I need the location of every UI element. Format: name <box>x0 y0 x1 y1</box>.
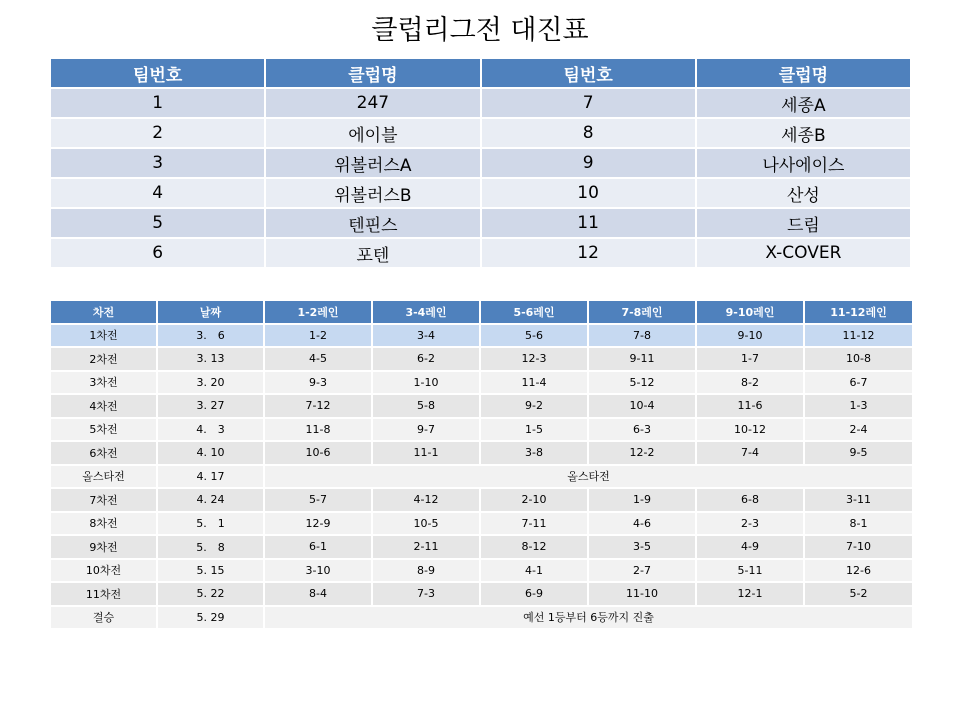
match-cell: 6-2 <box>372 347 480 371</box>
match-cell: 7-3 <box>372 582 480 606</box>
match-cell: 12-9 <box>264 512 372 536</box>
round-cell: 10차전 <box>50 559 157 583</box>
header-cell: 팀번호 <box>481 58 696 88</box>
match-cell: 4-9 <box>696 535 804 559</box>
round-cell: 7차전 <box>50 488 157 512</box>
club-name-cell: 드림 <box>696 208 911 238</box>
header-cell: 팀번호 <box>50 58 265 88</box>
match-cell: 4-6 <box>588 512 696 536</box>
club-name-cell: 위볼러스B <box>265 178 480 208</box>
table-row <box>50 208 911 238</box>
match-cell: 6-3 <box>588 418 696 442</box>
team-number-cell: 10 <box>481 178 696 208</box>
match-cell: 12-6 <box>804 559 913 583</box>
match-cell: 1-10 <box>372 371 480 395</box>
match-cell: 5-7 <box>264 488 372 512</box>
match-cell: 8-4 <box>264 582 372 606</box>
team-number-cell: 4 <box>50 178 265 208</box>
date-cell: 5. 8 <box>157 535 264 559</box>
date-cell: 5. 1 <box>157 512 264 536</box>
match-cell: 10-5 <box>372 512 480 536</box>
match-cell: 2-7 <box>588 559 696 583</box>
match-cell: 7-12 <box>264 394 372 418</box>
match-cell: 9-5 <box>804 441 913 465</box>
table-row <box>50 582 913 606</box>
team-number-cell: 1 <box>50 88 265 118</box>
page-title: 클럽리그전 대진표 <box>371 15 589 46</box>
match-cell: 예선 1등부터 6등까지 진출 <box>264 606 913 630</box>
club-name-cell: 세종B <box>696 118 911 148</box>
club-name-cell: 텐핀스 <box>265 208 480 238</box>
round-cell: 9차전 <box>50 535 157 559</box>
date-cell: 4. 24 <box>157 488 264 512</box>
match-cell: 9-10 <box>696 324 804 348</box>
match-cell: 4-12 <box>372 488 480 512</box>
club-name-cell: 위볼러스A <box>265 148 480 178</box>
match-cell: 11-4 <box>480 371 588 395</box>
match-cell: 11-6 <box>696 394 804 418</box>
teams-table <box>49 57 912 269</box>
schedule-header-row <box>50 300 913 324</box>
round-cell: 11차전 <box>50 582 157 606</box>
date-cell: 5. 15 <box>157 559 264 583</box>
match-cell: 6-9 <box>480 582 588 606</box>
header-cell: 5-6레인 <box>480 300 588 324</box>
match-cell: 8-12 <box>480 535 588 559</box>
round-cell: 3차전 <box>50 371 157 395</box>
date-cell: 3. 6 <box>157 324 264 348</box>
table-row <box>50 238 911 268</box>
round-cell: 6차전 <box>50 441 157 465</box>
match-cell: 1-7 <box>696 347 804 371</box>
team-number-cell: 12 <box>481 238 696 268</box>
match-cell: 11-12 <box>804 324 913 348</box>
header-cell: 11-12레인 <box>804 300 913 324</box>
table-row <box>50 465 913 489</box>
team-number-cell: 3 <box>50 148 265 178</box>
date-cell: 3. 20 <box>157 371 264 395</box>
match-cell: 12-1 <box>696 582 804 606</box>
match-cell: 10-6 <box>264 441 372 465</box>
match-cell: 4-1 <box>480 559 588 583</box>
match-cell: 6-7 <box>804 371 913 395</box>
match-cell: 2-4 <box>804 418 913 442</box>
date-cell: 4. 10 <box>157 441 264 465</box>
round-cell: 올스타전 <box>50 465 157 489</box>
match-cell: 9-3 <box>264 371 372 395</box>
club-name-cell: 산성 <box>696 178 911 208</box>
match-cell: 7-11 <box>480 512 588 536</box>
header-cell: 1-2레인 <box>264 300 372 324</box>
table-row <box>50 324 913 348</box>
header-cell: 클럽명 <box>696 58 911 88</box>
round-cell: 2차전 <box>50 347 157 371</box>
table-row <box>50 371 913 395</box>
match-cell: 9-11 <box>588 347 696 371</box>
match-cell: 11-1 <box>372 441 480 465</box>
match-cell: 12-3 <box>480 347 588 371</box>
match-cell: 11-10 <box>588 582 696 606</box>
table-row <box>50 347 913 371</box>
club-name-cell: 포텐 <box>265 238 480 268</box>
header-cell: 7-8레인 <box>588 300 696 324</box>
match-cell: 11-8 <box>264 418 372 442</box>
table-row <box>50 88 911 118</box>
match-cell: 6-1 <box>264 535 372 559</box>
table-row <box>50 559 913 583</box>
match-cell: 1-5 <box>480 418 588 442</box>
club-name-cell: 에이블 <box>265 118 480 148</box>
match-cell: 5-8 <box>372 394 480 418</box>
teams-header-row <box>50 58 911 88</box>
round-cell: 결승 <box>50 606 157 630</box>
match-cell: 3-4 <box>372 324 480 348</box>
date-cell: 4. 17 <box>157 465 264 489</box>
match-cell: 12-2 <box>588 441 696 465</box>
team-number-cell: 11 <box>481 208 696 238</box>
round-cell: 5차전 <box>50 418 157 442</box>
match-cell: 7-8 <box>588 324 696 348</box>
match-cell: 3-10 <box>264 559 372 583</box>
table-row <box>50 148 911 178</box>
match-cell: 1-9 <box>588 488 696 512</box>
table-row <box>50 606 913 630</box>
match-cell: 7-10 <box>804 535 913 559</box>
match-cell: 1-3 <box>804 394 913 418</box>
round-cell: 1차전 <box>50 324 157 348</box>
header-cell: 클럽명 <box>265 58 480 88</box>
table-row <box>50 178 911 208</box>
club-name-cell: X-COVER <box>696 238 911 268</box>
match-cell: 9-7 <box>372 418 480 442</box>
header-cell: 차전 <box>50 300 157 324</box>
match-cell: 9-2 <box>480 394 588 418</box>
table-row <box>50 488 913 512</box>
round-cell: 8차전 <box>50 512 157 536</box>
match-cell: 5-12 <box>588 371 696 395</box>
club-name-cell: 247 <box>265 88 480 118</box>
date-cell: 3. 13 <box>157 347 264 371</box>
match-cell: 5-11 <box>696 559 804 583</box>
table-row <box>50 418 913 442</box>
team-number-cell: 6 <box>50 238 265 268</box>
match-cell: 10-12 <box>696 418 804 442</box>
match-cell: 8-1 <box>804 512 913 536</box>
date-cell: 3. 27 <box>157 394 264 418</box>
team-number-cell: 5 <box>50 208 265 238</box>
date-cell: 5. 22 <box>157 582 264 606</box>
match-cell: 10-8 <box>804 347 913 371</box>
club-name-cell: 세종A <box>696 88 911 118</box>
team-number-cell: 8 <box>481 118 696 148</box>
header-cell: 날짜 <box>157 300 264 324</box>
match-cell: 7-4 <box>696 441 804 465</box>
date-cell: 4. 3 <box>157 418 264 442</box>
schedule-table <box>49 299 914 630</box>
table-row <box>50 535 913 559</box>
match-cell: 6-8 <box>696 488 804 512</box>
match-cell: 올스타전 <box>264 465 913 489</box>
match-cell: 5-2 <box>804 582 913 606</box>
round-cell: 4차전 <box>50 394 157 418</box>
match-cell: 3-8 <box>480 441 588 465</box>
table-row <box>50 441 913 465</box>
match-cell: 2-10 <box>480 488 588 512</box>
match-cell: 8-2 <box>696 371 804 395</box>
match-cell: 2-11 <box>372 535 480 559</box>
match-cell: 4-5 <box>264 347 372 371</box>
match-cell: 3-5 <box>588 535 696 559</box>
match-cell: 10-4 <box>588 394 696 418</box>
team-number-cell: 7 <box>481 88 696 118</box>
header-cell: 9-10레인 <box>696 300 804 324</box>
match-cell: 1-2 <box>264 324 372 348</box>
match-cell: 2-3 <box>696 512 804 536</box>
match-cell: 5-6 <box>480 324 588 348</box>
club-name-cell: 나사에이스 <box>696 148 911 178</box>
table-row <box>50 512 913 536</box>
header-cell: 3-4레인 <box>372 300 480 324</box>
match-cell: 3-11 <box>804 488 913 512</box>
date-cell: 5. 29 <box>157 606 264 630</box>
team-number-cell: 9 <box>481 148 696 178</box>
table-row <box>50 118 911 148</box>
table-row <box>50 394 913 418</box>
team-number-cell: 2 <box>50 118 265 148</box>
match-cell: 8-9 <box>372 559 480 583</box>
